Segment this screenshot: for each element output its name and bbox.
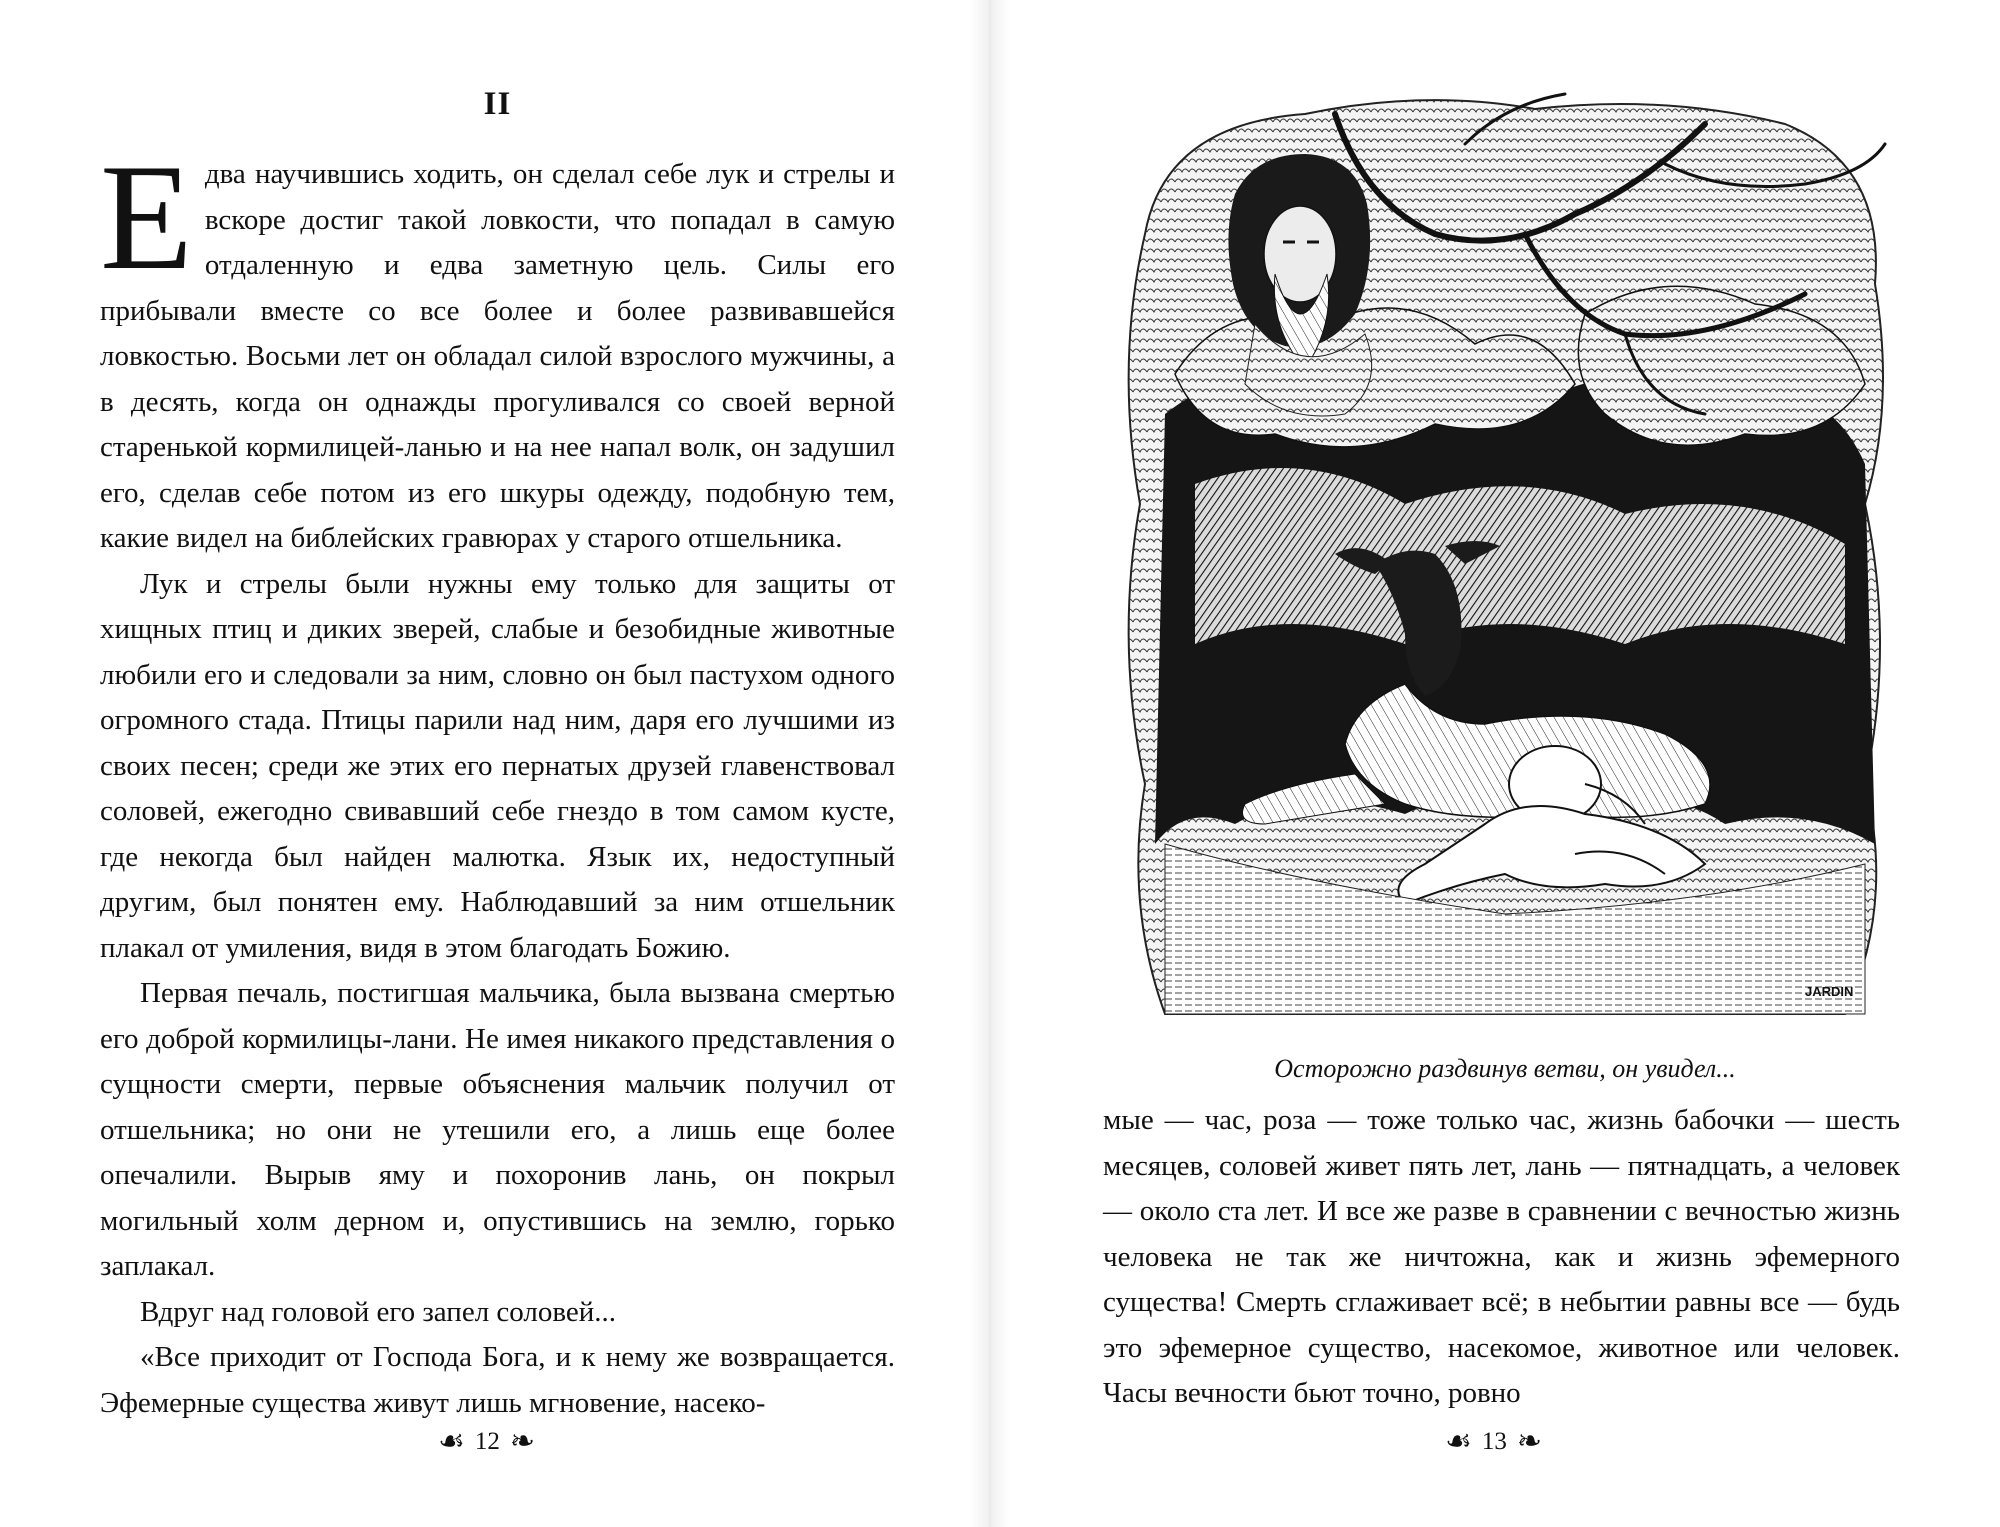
- paragraph: «Все приходит от Господа Бога, и к нему же возвращается. Эфемерные существа живут лишь мгновение, насеко-: [100, 1341, 895, 1419]
- ornament-left-icon: ☙: [438, 1425, 465, 1458]
- paragraph: мые — час, роза — тоже только час, жизнь бабочки — шесть месяцев, соловей живет пять лет, лань — пятнадцать, а человек — около ста лет. И все же разве в сравнении с вечностью жизнь человека не так же ничтожна, как и жизнь эфемерного существа! Смерть сглаживает всё; в небытии равны все — будь это эфемерное существо, насекомое, животное или человек. Часы вечности бьют точно, ровно: [1103, 1104, 1900, 1409]
- chapter-number: II: [483, 86, 512, 122]
- ornament-right-icon: ❧: [509, 1425, 536, 1458]
- drop-cap: Е: [100, 133, 193, 301]
- page-number-left: [438, 1427, 535, 1457]
- left-page-text: [100, 133, 895, 1426]
- hermit-figure: [1228, 154, 1371, 416]
- ornament-left-icon: ☙: [1445, 1425, 1472, 1458]
- page-number-right: [1445, 1427, 1542, 1457]
- page-number: 12: [474, 1428, 500, 1455]
- illustration-caption: Осторожно раздвинув ветви, он увидел...: [1274, 1054, 1736, 1083]
- paragraph-text: два научившись ходить, он сделал себе лук и стрелы и вскоре достиг такой ловкости, что попадал в самую отдаленную и едва заметную цель. Силы его прибывали вместе со все более и более развивавшейся ловкостью. Восьми лет он обладал силой взрослого мужчины, а в десять, когда он однажды прогуливался со своей верной старенькой кормилицей-ланью и на нее напал волк, он задушил его, сделав себе потом из его шкуры одежду, подобную тем, какие видел на библейских гравюрах у старого отшельника.: [100, 158, 895, 554]
- paragraph: Лук и стрелы были нужны ему только для защиты от хищных птиц и диких зверей, слабые и безобидные животные любили его и следовали за ним, словно он был пастухом одного огромного стада. Птицы парили над ним, даря его лучшими из своих песен; среди же этих его пернатых друзей главенствовал соловей, ежегодно свивавший себе гнездо в том самом кусте, где некогда был найден малютка. Язык их, недоступный другим, был понятен ему. Наблюдавший за ним отшельник плакал от умиления, видя в этом благодать Божию.: [100, 567, 895, 964]
- left-page: [0, 0, 980, 1527]
- page-number: 13: [1481, 1428, 1507, 1455]
- paragraph: Первая печаль, постигшая мальчика, была вызвана смертью его доброй кормилицы-лани. Не имея никакого представления о сущности смерти, первые объяснения мальчик получил от отшельника; но они не утешили его, а лишь еще более опечалили. Вырыв яму и похоронив лань, он покрыл могильный холм дерном и, опустившись на землю, горько заплакал.: [100, 977, 895, 1282]
- engraving-illustration: [1105, 84, 1901, 1044]
- paragraph: [100, 133, 895, 562]
- right-page-text: [1103, 1098, 1900, 1417]
- artist-signature: JARDIN: [1805, 984, 1854, 999]
- ornament-right-icon: ❧: [1516, 1425, 1543, 1458]
- paragraph: Вдруг над головой его запел соловей...: [140, 1295, 617, 1328]
